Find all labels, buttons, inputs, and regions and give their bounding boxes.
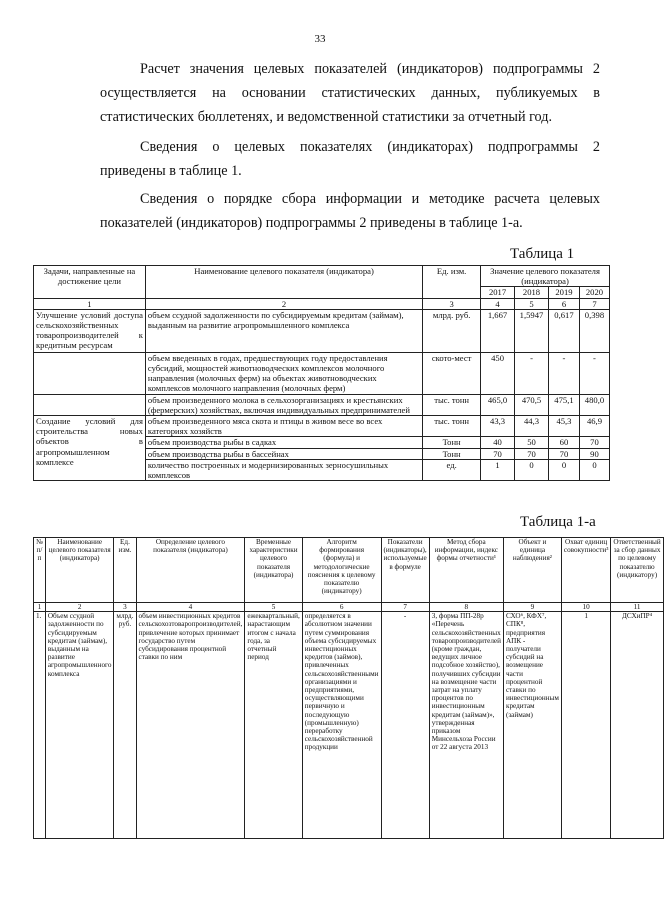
col-number: 1	[34, 298, 146, 309]
col-number: 8	[429, 603, 503, 612]
indicator-unit: тыс. тонн	[423, 416, 481, 437]
value-2018: 44,3	[515, 416, 549, 437]
col-number: 2	[145, 298, 422, 309]
paragraph-1: Расчет значения целевых показателей (индикаторов) подпрограммы 2 осуществляется на основании статистических данных, публикуемых в статистических бюллетенях, и ведомственной статистики за отчетный год.	[100, 61, 600, 125]
indicator-name: объем производства рыбы в садках	[145, 437, 422, 448]
empty-task-cell	[34, 352, 146, 394]
value-2018: 1,5947	[515, 309, 549, 352]
row-coverage: 1	[561, 612, 611, 839]
header-indicator: Наименование целевого показателя (индикатора)	[145, 266, 422, 299]
header-year-2019: 2019	[548, 287, 579, 298]
row-unit: млрд. руб.	[114, 612, 136, 839]
indicator-name: объем введенных в годах, предшествующих году предоставления субсидий, мощностей животноводческих комплексов молочного направления (молочных ферм) на объектах животноводческих комплексов молочного направления (молочных ферм)	[145, 352, 422, 394]
value-2018: 70	[515, 448, 549, 459]
value-2019: 60	[548, 437, 579, 448]
col-number: 5	[515, 298, 549, 309]
value-2017: 70	[481, 448, 515, 459]
header-definition: Определение целевого показателя (индикатора)	[136, 538, 245, 603]
paragraph-3: Сведения о порядке сбора информации и методике расчета целевых показателей (индикаторов) подпрограммы 2 приведены в таблице 1-а.	[100, 191, 600, 231]
row-definition: объем инвестиционных кредитов сельскохозтоваропроизводителей, привлечение которых принимает государство путем субсидирования процентной ставки по ним	[136, 612, 245, 839]
paragraph-2: Сведения о целевых показателях (индикаторах) подпрограммы 2 приведены в таблице 1.	[100, 139, 600, 179]
table-row	[34, 309, 610, 352]
header-coverage: Охват единиц совокупности³	[561, 538, 611, 603]
row-time: ежеквартальный, нарастающим итогом с начала года, за отчетный период	[245, 612, 302, 839]
indicator-name: количество построенных и модернизированных зерносушильных комплексов	[145, 459, 422, 480]
table-row	[34, 416, 610, 437]
row-algorithm: определяется в абсолютном значении путем суммирования объема субсидируемых инвестиционных кредитов (займов), привлеченных сельскохозяйственными организациями и предприятиями, осуществляющими первичную и последующую (промышленную) переработку сельскохозяйственной продукции	[302, 612, 381, 839]
value-2017: 43,3	[481, 416, 515, 437]
header-time: Временные характеристики целевого показателя (индикатора)	[245, 538, 302, 603]
col-number: 7	[381, 603, 429, 612]
header-year-2017: 2017	[481, 287, 515, 298]
header-year-2020: 2020	[579, 287, 609, 298]
header-num: № п/п	[34, 538, 46, 603]
col-number: 5	[245, 603, 302, 612]
value-2017: 450	[481, 352, 515, 394]
value-2018: 0	[515, 459, 549, 480]
header-algorithm: Алгоритм формирования (формула) и методологические пояснения к целевому показателю (индикатору)	[302, 538, 381, 603]
value-2019: 475,1	[548, 394, 579, 415]
header-used: Показатели (индикаторы), используемые в формуле	[381, 538, 429, 603]
indicator-unit: млрд. руб.	[423, 309, 481, 352]
col-number: 4	[136, 603, 245, 612]
value-2019: 0	[548, 459, 579, 480]
row-method: 3, форма ПП-28р «Перечень сельскохозяйственных товаропроизводителей (кроме граждан, ведущих личное подсобное хозяйство), получивших субсидии на возмещение части затрат на уплату процентов по инвестиционным кредитам (займам)», утвержденная приказом Минсельхоза России от 22 августа 2013	[429, 612, 503, 839]
value-2018: 470,5	[515, 394, 549, 415]
row-used: -	[381, 612, 429, 839]
table1-caption: Таблица 1	[510, 246, 575, 262]
table-row	[34, 394, 610, 415]
indicator-name: объем произведенного мяса скота и птицы в живом весе во всех категориях хозяйств	[145, 416, 422, 437]
indicator-name: объем произведенного молока в сельхозорганизациях и крестьянских (фермерских) хозяйствах, включая индивидуальных предпринимателей	[145, 394, 422, 415]
table-row	[34, 612, 664, 839]
value-2020: 480,0	[579, 394, 609, 415]
header-year-2018: 2018	[515, 287, 549, 298]
col-number: 9	[503, 603, 561, 612]
value-2020: 0	[579, 459, 609, 480]
value-2017: 40	[481, 437, 515, 448]
col-number: 7	[579, 298, 609, 309]
table-1	[33, 265, 610, 481]
row-num: 1.	[34, 612, 46, 839]
table-1a	[33, 537, 664, 839]
task-1: Улучшение условий доступа сельскохозяйственных товаропроизводителей к кредитным ресурсам	[34, 309, 146, 352]
indicator-unit: ското-мест	[423, 352, 481, 394]
empty-task-cell	[34, 394, 146, 415]
value-2019: 0,617	[548, 309, 579, 352]
col-number: 6	[302, 603, 381, 612]
indicator-unit: тыс. тонн	[423, 394, 481, 415]
indicator-name: объем ссудной задолженности по субсидируемым кредитам (займам), выданным на развитие агропромышленного комплекса	[145, 309, 422, 352]
header-object: Объект и единица наблюдения²	[503, 538, 561, 603]
indicator-unit: ед.	[423, 459, 481, 480]
col-number: 3	[423, 298, 481, 309]
col-number: 3	[114, 603, 136, 612]
col-number: 1	[34, 603, 46, 612]
table1a-numbers-row	[34, 603, 664, 612]
header-method: Метод сбора информации, индекс формы отчетности¹	[429, 538, 503, 603]
value-2020: 90	[579, 448, 609, 459]
col-number: 2	[45, 603, 114, 612]
value-2020: -	[579, 352, 609, 394]
header-tasks: Задачи, направленные на достижение цели	[34, 266, 146, 299]
value-2019: 45,3	[548, 416, 579, 437]
table1-numbers-row	[34, 298, 610, 309]
row-object: СХО⁶, КФХ⁷, СПК⁸, предприятия АПК - получатели субсидий на возмещение части процентной ставки по инвестиционным кредитам (займам)	[503, 612, 561, 839]
value-2020: 70	[579, 437, 609, 448]
value-2018: -	[515, 352, 549, 394]
value-2017: 465,0	[481, 394, 515, 415]
header-values: Значение целевого показателя (индикатора)	[481, 266, 610, 287]
header-unit: Ед. изм.	[114, 538, 136, 603]
value-2020: 46,9	[579, 416, 609, 437]
header-unit: Ед. изм.	[423, 266, 481, 299]
table1a-header-row	[34, 538, 664, 603]
value-2020: 0,398	[579, 309, 609, 352]
col-number: 11	[611, 603, 663, 612]
value-2017: 1,667	[481, 309, 515, 352]
table1-header-row	[34, 266, 610, 287]
page-number: 33	[314, 33, 326, 45]
row-name: Объем ссудной задолженности по субсидируемым кредитам (займам), выданным на развитие агропромышленного комплекса	[45, 612, 114, 839]
col-number: 10	[561, 603, 611, 612]
task-2: Создание условий для строительства новых объектов в агропромышленном комплексе	[34, 416, 146, 481]
indicator-unit: Тонн	[423, 448, 481, 459]
table1a-caption: Таблица 1-а	[520, 514, 596, 530]
header-name: Наименование целевого показателя (индикатора)	[45, 538, 114, 603]
table-row	[34, 352, 610, 394]
value-2017: 1	[481, 459, 515, 480]
value-2019: 70	[548, 448, 579, 459]
row-responsible: ДСХиПР⁴	[611, 612, 663, 839]
header-responsible: Ответственный за сбор данных по целевому показателю (индикатору)	[611, 538, 663, 603]
value-2019: -	[548, 352, 579, 394]
indicator-name: объем производства рыбы в бассейнах	[145, 448, 422, 459]
value-2018: 50	[515, 437, 549, 448]
col-number: 4	[481, 298, 515, 309]
col-number: 6	[548, 298, 579, 309]
indicator-unit: Тонн	[423, 437, 481, 448]
